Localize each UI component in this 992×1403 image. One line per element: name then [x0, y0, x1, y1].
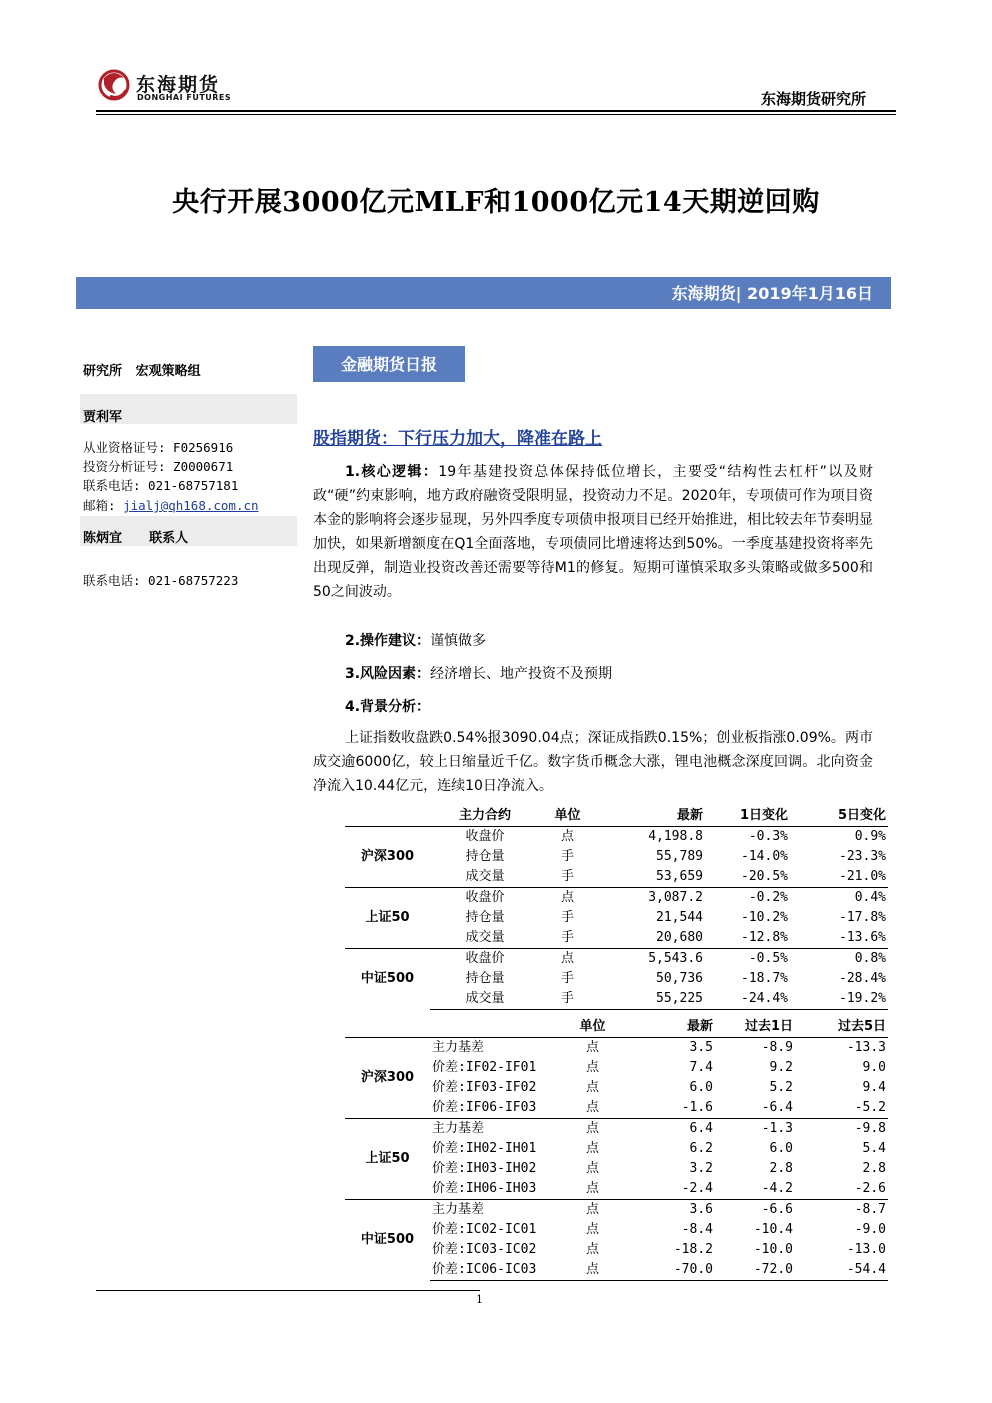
- table-cell: 价差:IH06-IH03: [432, 1181, 537, 1196]
- header-cell: [430, 1017, 570, 1038]
- table-cell: -9.0: [854, 1222, 886, 1237]
- group-label: 沪深300: [360, 1070, 415, 1085]
- risk-factors: [345, 663, 612, 683]
- table-cell: 收盘价: [430, 888, 540, 909]
- table-cell: 价差:IF06-IF03: [432, 1100, 537, 1115]
- table-cell: -2.6: [854, 1181, 886, 1196]
- header-cell: 单位: [540, 806, 595, 827]
- table-cell: 4,198.8: [648, 829, 703, 844]
- table-cell: 价差:IC02-IC01: [432, 1222, 537, 1237]
- qualification-number: 从业资格证号: F0256916: [83, 440, 234, 455]
- table-cell: -12.8%: [741, 930, 788, 945]
- group-label: 上证50: [345, 1119, 430, 1200]
- assistant-phone: 联系电话: 021-68757223: [83, 573, 239, 588]
- table-cell: -21.0%: [839, 869, 886, 884]
- page-title: 央行开展3000亿元MLF和1000亿元14天期逆回购: [172, 187, 820, 218]
- table-cell: -28.4%: [839, 971, 886, 986]
- table-cell: 点: [585, 1100, 599, 1115]
- table-cell: 3,087.2: [595, 888, 705, 909]
- table-cell: 5.2: [769, 1080, 793, 1095]
- date-bar: 东海期货| 2019年1月16日: [76, 277, 891, 309]
- table-cell: 3.5: [689, 1040, 713, 1055]
- header-cell: 单位: [570, 1017, 615, 1038]
- operation-label: 2.操作建议：: [345, 633, 431, 649]
- table-cell: 55,789: [656, 849, 703, 864]
- table-cell: 6.2: [689, 1141, 713, 1156]
- table-header-row: [345, 1017, 888, 1038]
- section-heading[interactable]: 股指期货：下行压力加大，降准在路上: [313, 429, 602, 449]
- header-cell: [345, 1017, 430, 1038]
- table-row: [345, 827, 888, 848]
- table-cell: 价差:IC03-IC02: [432, 1242, 537, 1257]
- table-cell: -9.8: [795, 1119, 888, 1140]
- table-cell: 点: [540, 949, 595, 970]
- table-cell: 0.9%: [854, 829, 886, 844]
- header-cell: 最新: [595, 806, 705, 827]
- table-cell: -72.0: [715, 1260, 795, 1281]
- operation-advice: [345, 630, 486, 650]
- table-cell: 9.2: [769, 1060, 793, 1075]
- table-cell: 成交量: [465, 869, 505, 884]
- table-cell: 50,736: [656, 971, 703, 986]
- table-cell: -5.2: [854, 1100, 886, 1115]
- table-cell: 点: [585, 1242, 599, 1257]
- table-cell: -13.6%: [839, 930, 886, 945]
- table-row: [345, 1038, 888, 1059]
- table-cell: 0.8%: [790, 949, 888, 970]
- table-row: [345, 1200, 888, 1221]
- header-rule-thin: [96, 114, 896, 115]
- table-row: [345, 1119, 888, 1140]
- email-label: 邮箱:: [83, 498, 124, 513]
- table-cell: 点: [560, 829, 574, 844]
- table-cell: 0.4%: [790, 888, 888, 909]
- table-cell: -1.3: [715, 1119, 795, 1140]
- table-cell: 价差:IF02-IF01: [432, 1060, 537, 1075]
- footer-rule: [96, 1290, 480, 1291]
- header-cell: 1日变化: [705, 806, 790, 827]
- table-cell: -18.2: [673, 1242, 713, 1257]
- email-link[interactable]: jialj@qh168.com.cn: [123, 498, 259, 513]
- table-cell: 点: [585, 1060, 599, 1075]
- table-cell: 持仓量: [465, 849, 505, 864]
- table-cell: 点: [570, 1119, 615, 1140]
- table-cell: 成交量: [465, 930, 505, 945]
- table-cell: 6.0: [689, 1080, 713, 1095]
- header-cell: 过去5日: [795, 1017, 888, 1038]
- header-cell: 主力合约: [430, 806, 540, 827]
- table-cell: 手: [560, 930, 574, 945]
- table-cell: -0.3%: [748, 829, 788, 844]
- header-cell: 5日变化: [790, 806, 888, 827]
- table-cell: 主力基差: [430, 1200, 570, 1221]
- table-cell: -13.3: [846, 1040, 886, 1055]
- background-paragraph: 上证指数收盘跌0.54%报3090.04点；深证成指跌0.15%；创业板指涨0.09%。两市成交逾6000亿，较上日缩量近千亿。数字货币概念大涨，锂电池概念深度回调。北向资金净流入10.44亿元，连续10日净流入。: [313, 730, 873, 794]
- table-cell: -24.4%: [705, 989, 790, 1010]
- table-cell: 点: [540, 888, 595, 909]
- table-cell: -10.2%: [741, 910, 788, 925]
- operation-value: 谨慎做多: [430, 633, 487, 649]
- table-cell: -2.4: [681, 1181, 713, 1196]
- table-cell: 收盘价: [465, 829, 505, 844]
- donghai-logo-icon: [96, 66, 132, 104]
- table-cell: 点: [585, 1141, 599, 1156]
- table-cell: 价差:IF03-IF02: [432, 1080, 537, 1095]
- table-cell: -8.7: [795, 1200, 888, 1221]
- risk-label: 3.风险因素：: [345, 666, 431, 682]
- basis-spread-table: [345, 1017, 888, 1281]
- group-label: 上证50: [345, 888, 430, 949]
- table-cell: 点: [570, 1200, 615, 1221]
- table-cell: 手: [560, 849, 574, 864]
- department-label: 研究所 宏观策略组: [83, 364, 201, 379]
- table-cell: -14.0%: [741, 849, 788, 864]
- table-cell: 2.8: [862, 1161, 886, 1176]
- table-cell: 持仓量: [465, 971, 505, 986]
- table-cell: 6.0: [769, 1141, 793, 1156]
- table-cell: 9.0: [862, 1060, 886, 1075]
- table-cell: -10.0: [753, 1242, 793, 1257]
- table-cell: 手: [560, 869, 574, 884]
- table-cell: -8.9: [761, 1040, 793, 1055]
- table-cell: 价差:IH03-IH02: [432, 1161, 537, 1176]
- core-logic-label: 1.核心逻辑：: [345, 464, 439, 480]
- analyst-phone: 联系电话: 021-68757181: [83, 478, 239, 493]
- table-cell: -6.4: [761, 1100, 793, 1115]
- table-cell: 点: [585, 1222, 599, 1237]
- table-cell: -8.4: [681, 1222, 713, 1237]
- table-cell: 持仓量: [465, 910, 505, 925]
- table-cell: -0.2%: [705, 888, 790, 909]
- page-number: 1: [476, 1293, 483, 1306]
- header-cell: [345, 806, 430, 827]
- table-cell: -6.6: [715, 1200, 795, 1221]
- table-cell: 成交量: [430, 989, 540, 1010]
- header-cell: 最新: [615, 1017, 715, 1038]
- table-header-row: [345, 806, 888, 827]
- table-cell: 点: [585, 1161, 599, 1176]
- table-cell: -70.0: [615, 1260, 715, 1281]
- analyst-name: 贾利军: [83, 410, 123, 425]
- table-cell: 9.4: [862, 1080, 886, 1095]
- report-type-badge: 金融期货日报: [313, 346, 465, 382]
- table-row: [345, 949, 888, 970]
- assistant-name: 陈炳宜 联系人: [83, 531, 189, 546]
- table-cell: 2.8: [769, 1161, 793, 1176]
- header-cell: 过去1日: [715, 1017, 795, 1038]
- table-cell: 21,544: [656, 910, 703, 925]
- table-cell: 收盘价: [430, 949, 540, 970]
- table-cell: 55,225: [595, 989, 705, 1010]
- risk-value: 经济增长、地产投资不及预期: [430, 666, 613, 682]
- table-cell: 7.4: [689, 1060, 713, 1075]
- table-cell: 5.4: [862, 1141, 886, 1156]
- table-cell: 点: [585, 1181, 599, 1196]
- table-cell: 53,659: [656, 869, 703, 884]
- table-cell: -0.5%: [705, 949, 790, 970]
- table-cell: 手: [560, 910, 574, 925]
- table-cell: 主力基差: [432, 1040, 485, 1055]
- logo-text: 东海期货: [136, 74, 221, 96]
- core-logic-paragraph: [313, 460, 873, 604]
- table-cell: 5,543.6: [595, 949, 705, 970]
- table-cell: 价差:IC06-IC03: [430, 1260, 570, 1281]
- table-cell: 3.2: [689, 1161, 713, 1176]
- table-cell: -4.2: [761, 1181, 793, 1196]
- table-cell: -23.3%: [839, 849, 886, 864]
- table-cell: 手: [560, 971, 574, 986]
- table-cell: -13.0: [846, 1242, 886, 1257]
- table-cell: 点: [585, 1040, 599, 1055]
- table-cell: 6.4: [615, 1119, 715, 1140]
- table-cell: 点: [570, 1260, 615, 1281]
- table-cell: 点: [585, 1080, 599, 1095]
- group-label: 沪深300: [360, 849, 415, 864]
- background-analysis-heading: 4.背景分析：: [345, 699, 431, 715]
- invest-cert-number: 投资分析证号: Z0000671: [83, 459, 234, 474]
- table-cell: -1.6: [681, 1100, 713, 1115]
- table-cell: -20.5%: [741, 869, 788, 884]
- group-label: 中证500: [345, 1200, 430, 1281]
- table-cell: 3.6: [615, 1200, 715, 1221]
- table-cell: -19.2%: [790, 989, 888, 1010]
- table-cell: -10.4: [753, 1222, 793, 1237]
- table-cell: -18.7%: [741, 971, 788, 986]
- logo-subtext: DONGHAI FUTURES: [137, 93, 232, 102]
- header-rule: [96, 110, 896, 112]
- core-logic-text: 19年基建投资总体保持低位增长，主要受“结构性去杠杆”以及财政“硬”约束影响，地方政府融资受限明显，投资动力不足。2020年，专项债可作为项目资本金的影响将会逐步显现，另外四季度专项债申报项目已经开始推进，相比较去年节奏明显加快，如果新增额度在Q1全面落地，专项债同比增速将达到50%。一季度基建投资将率先出现反弹，制造业投资改善还需要等待M1的修复。短期可谨慎采取多头策略或做多500和50之间波动。: [313, 464, 873, 600]
- analyst-email-line: [83, 496, 298, 514]
- group-label: 中证500: [345, 949, 430, 1010]
- table-cell: 20,680: [656, 930, 703, 945]
- table-cell: -17.8%: [839, 910, 886, 925]
- table-cell: 手: [540, 989, 595, 1010]
- table-cell: 主力基差: [430, 1119, 570, 1140]
- table-row: [345, 888, 888, 909]
- institute-name: 东海期货研究所: [760, 90, 866, 108]
- table-cell: 价差:IH02-IH01: [432, 1141, 537, 1156]
- futures-summary-table: [345, 806, 888, 1010]
- table-cell: -54.4: [795, 1260, 888, 1281]
